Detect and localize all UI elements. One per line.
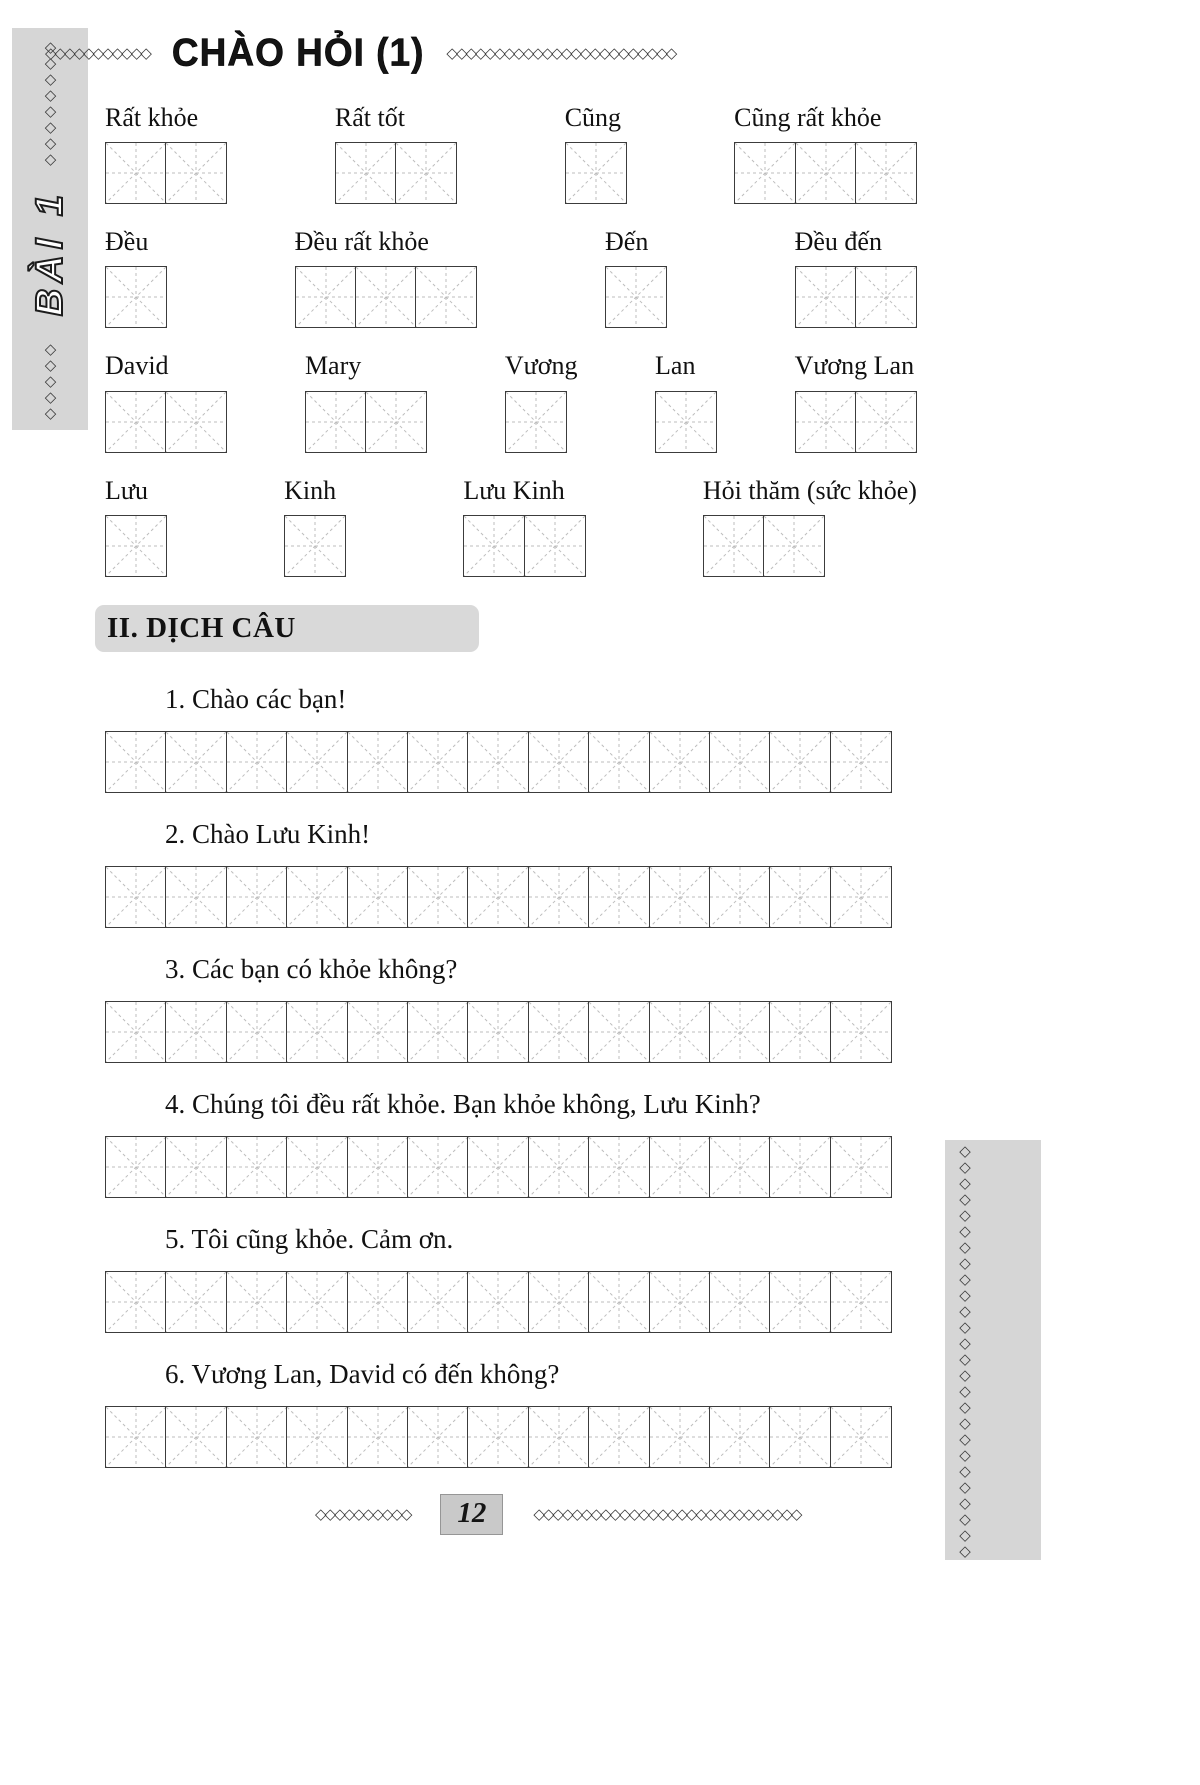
sentence-block (105, 1089, 917, 1198)
vocab-label: Vương (504, 351, 578, 381)
section-title: II. DỊCH CÂU (95, 605, 479, 652)
practice-box (649, 1001, 711, 1063)
practice-box (467, 866, 529, 928)
practice-box (528, 866, 590, 928)
practice-box (165, 1406, 227, 1468)
practice-box (505, 391, 567, 453)
practice-box (305, 391, 367, 453)
practice-box (105, 142, 167, 204)
practice-box (105, 515, 167, 577)
vocab-group (105, 475, 167, 577)
diamond-chain-icon: ◇◇◇◇◇◇◇◇◇◇ (315, 1504, 411, 1523)
practice-box (165, 142, 227, 204)
practice-box (709, 866, 771, 928)
practice-box (286, 1406, 348, 1468)
practice-box (467, 731, 529, 793)
practice-box (105, 1001, 167, 1063)
practice-box (528, 731, 590, 793)
vocab-group (463, 475, 585, 577)
practice-box (709, 1271, 771, 1333)
practice-box (407, 1406, 469, 1468)
practice-box (105, 1136, 167, 1198)
practice-box (855, 142, 917, 204)
practice-box (769, 731, 831, 793)
practice-box-row (505, 391, 578, 453)
practice-box (467, 1271, 529, 1333)
practice-box (588, 731, 650, 793)
practice-box (528, 1136, 590, 1198)
practice-box (286, 866, 348, 928)
vocab-label: Đều rất khỏe (294, 227, 429, 257)
practice-box (463, 515, 525, 577)
practice-box (649, 1136, 711, 1198)
practice-box-row (335, 142, 457, 204)
practice-box-row (305, 391, 427, 453)
practice-box-row (105, 266, 167, 328)
sentence-text: 3. Các bạn có khỏe không? (165, 953, 458, 984)
practice-box (524, 515, 586, 577)
practice-box (649, 1271, 711, 1333)
practice-box-row (105, 1406, 917, 1468)
diamond-chain-icon: ◇◇◇◇◇ (41, 339, 60, 420)
practice-box-row (734, 142, 917, 204)
practice-box (855, 391, 917, 453)
vocab-section (105, 102, 917, 577)
practice-box (226, 1136, 288, 1198)
vocab-group (105, 102, 227, 204)
vocab-label: Lưu (105, 475, 148, 505)
diamond-chain-icon: ◇◇◇◇◇◇◇◇◇◇◇◇◇◇◇◇◇◇◇◇◇◇◇◇◇◇ (956, 1142, 974, 1558)
practice-box (588, 1271, 650, 1333)
vocab-row (105, 102, 917, 204)
practice-box (284, 515, 346, 577)
practice-box-row (463, 515, 585, 577)
practice-box-row (284, 515, 346, 577)
practice-box (105, 731, 167, 793)
practice-box-row (655, 391, 717, 453)
practice-box (830, 1406, 892, 1468)
practice-box (709, 731, 771, 793)
practice-box (528, 1001, 590, 1063)
practice-box (295, 266, 357, 328)
vocab-group (605, 226, 667, 328)
practice-box (347, 1001, 409, 1063)
practice-box (286, 1136, 348, 1198)
practice-box (365, 391, 427, 453)
sentence-text: 4. Chúng tôi đều rất khỏe. Bạn khỏe không, Lưu Kinh? (165, 1088, 761, 1119)
vocab-label: Cũng (564, 103, 622, 132)
vocab-group (305, 350, 427, 452)
practice-box (286, 731, 348, 793)
practice-box (165, 1001, 227, 1063)
practice-box-row (703, 515, 917, 577)
practice-box (769, 1001, 831, 1063)
practice-box (588, 1001, 650, 1063)
page-number: 12 (440, 1494, 503, 1535)
vocab-group (703, 475, 917, 577)
practice-box (395, 142, 457, 204)
practice-box (830, 1271, 892, 1333)
vocab-label: Rất tốt (334, 103, 405, 132)
practice-box (734, 142, 796, 204)
practice-box (226, 1271, 288, 1333)
practice-box (467, 1406, 529, 1468)
practice-box-row (295, 266, 478, 328)
practice-box (407, 1136, 469, 1198)
practice-box (528, 1271, 590, 1333)
practice-box (165, 731, 227, 793)
practice-box (407, 866, 469, 928)
page-footer (0, 1494, 1200, 1535)
practice-box (830, 1136, 892, 1198)
practice-box-row (105, 1001, 917, 1063)
diamond-chain-icon: ◇◇◇◇◇◇◇◇◇◇◇◇◇◇◇◇◇◇◇◇◇◇◇◇◇◇◇◇ (533, 1504, 801, 1523)
practice-box-row (105, 391, 227, 453)
practice-box (649, 731, 711, 793)
vocab-label: Mary (304, 351, 362, 381)
practice-box (355, 266, 417, 328)
vocab-label: Đến (605, 227, 649, 257)
sentence-text: 5. Tôi cũng khỏe. Cảm ơn. (165, 1223, 454, 1254)
vocab-label: Vương Lan (794, 351, 915, 381)
vocab-label: Đều (105, 227, 149, 257)
sentence-list (105, 684, 917, 1468)
practice-box (655, 391, 717, 453)
page-header (45, 32, 675, 74)
practice-box (165, 866, 227, 928)
practice-box (105, 1271, 167, 1333)
practice-box (703, 515, 765, 577)
practice-box (709, 1406, 771, 1468)
sentence-block (105, 684, 917, 793)
vocab-label: Lan (655, 351, 696, 381)
practice-box (286, 1001, 348, 1063)
sentence-block (105, 1224, 917, 1333)
practice-box (467, 1001, 529, 1063)
practice-box (105, 866, 167, 928)
practice-box (605, 266, 667, 328)
practice-box (407, 731, 469, 793)
practice-box (769, 1136, 831, 1198)
practice-box-row (565, 142, 627, 204)
practice-box (649, 866, 711, 928)
practice-box (649, 1406, 711, 1468)
practice-box (347, 731, 409, 793)
practice-box (769, 866, 831, 928)
practice-box-row (795, 391, 917, 453)
practice-box (226, 1001, 288, 1063)
practice-box (335, 142, 397, 204)
practice-box (588, 1406, 650, 1468)
vocab-group (105, 350, 227, 452)
practice-box-row (105, 142, 227, 204)
practice-box (830, 866, 892, 928)
vocab-group (335, 102, 457, 204)
practice-box (165, 391, 227, 453)
main-content (105, 102, 917, 1494)
practice-box (165, 1271, 227, 1333)
vocab-label: David (105, 351, 169, 381)
practice-box (407, 1271, 469, 1333)
practice-box (769, 1406, 831, 1468)
sentence-block (105, 954, 917, 1063)
practice-box (467, 1136, 529, 1198)
vocab-row (105, 475, 917, 577)
practice-box (769, 1271, 831, 1333)
practice-box (830, 731, 892, 793)
practice-box (528, 1406, 590, 1468)
lesson-label: BÀI 1 (28, 189, 71, 317)
practice-box-row (605, 266, 667, 328)
practice-box-row (795, 266, 917, 328)
practice-box (105, 391, 167, 453)
practice-box (565, 142, 627, 204)
sentence-text: 1. Chào các bạn! (165, 683, 347, 714)
vocab-label: Hỏi thăm (sức khỏe) (702, 475, 917, 505)
practice-box-row (105, 1271, 917, 1333)
practice-box (286, 1271, 348, 1333)
practice-box (407, 1001, 469, 1063)
practice-box-row (105, 731, 917, 793)
practice-box-row (105, 866, 917, 928)
practice-box-row (105, 1136, 917, 1198)
practice-box (226, 866, 288, 928)
diamond-chain-icon: ◇◇◇◇◇◇◇◇◇◇◇◇◇◇◇◇◇◇◇◇◇◇◇◇ (446, 43, 676, 62)
practice-box (588, 1136, 650, 1198)
practice-box (795, 142, 857, 204)
vocab-label: Kinh (284, 475, 337, 505)
practice-box (105, 266, 167, 328)
practice-box (415, 266, 477, 328)
lesson-tab (12, 28, 88, 430)
vocab-label: Lưu Kinh (463, 475, 565, 505)
diamond-chain-icon: ◇◇◇◇◇◇◇◇◇◇◇ (45, 43, 150, 62)
sentence-block (105, 1359, 917, 1468)
sentence-text: 2. Chào Lưu Kinh! (165, 818, 371, 849)
practice-box (105, 1406, 167, 1468)
vocab-label: Đều đến (794, 227, 882, 257)
vocab-group (295, 226, 478, 328)
vocab-label: Cũng rất khỏe (734, 103, 882, 132)
practice-box (588, 866, 650, 928)
vocab-label: Rất khỏe (105, 103, 199, 132)
practice-box (347, 1271, 409, 1333)
practice-box (795, 391, 857, 453)
vocab-group (795, 226, 917, 328)
practice-box (830, 1001, 892, 1063)
practice-box (763, 515, 825, 577)
vocab-group (105, 226, 167, 328)
practice-box (226, 731, 288, 793)
practice-box-row (105, 515, 167, 577)
practice-box (709, 1001, 771, 1063)
diamond-chain-icon: ◇◇◇◇◇◇◇◇ (41, 38, 60, 166)
sentence-block (105, 819, 917, 928)
practice-box (855, 266, 917, 328)
sentence-text: 6. Vương Lan, David có đến không? (165, 1358, 560, 1389)
page-title: CHÀO HỎI (1) (171, 30, 425, 74)
vocab-group (734, 102, 917, 204)
practice-box (226, 1406, 288, 1468)
vocab-row (105, 350, 917, 452)
practice-box (165, 1136, 227, 1198)
practice-box (795, 266, 857, 328)
practice-box (347, 1406, 409, 1468)
vocab-group (795, 350, 917, 452)
practice-box (347, 866, 409, 928)
vocab-group (655, 350, 717, 452)
vocab-group (505, 350, 578, 452)
practice-box (347, 1136, 409, 1198)
vocab-group (565, 102, 627, 204)
vocab-row (105, 226, 917, 328)
vocab-group (284, 475, 346, 577)
practice-box (709, 1136, 771, 1198)
